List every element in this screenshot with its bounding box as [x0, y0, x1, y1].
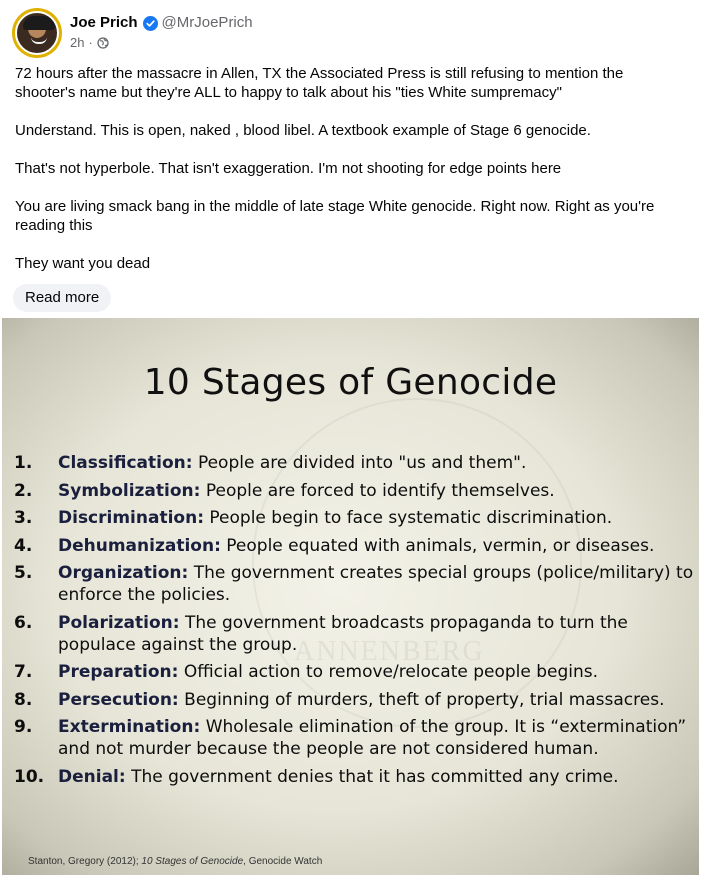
- post-paragraph: Understand. This is open, naked , blood libel. A textbook example of Stage 6 genocide.: [15, 122, 591, 139]
- stage-number: 10.: [14, 766, 45, 787]
- stage-number: 4.: [14, 535, 33, 556]
- avatar-smile: [31, 37, 47, 44]
- stages-list: [14, 452, 694, 793]
- stage-item: [14, 766, 694, 788]
- stage-text: [58, 452, 694, 474]
- stage-number: 9.: [14, 717, 33, 737]
- stage-label: Polarization:: [58, 612, 180, 633]
- stage-description: The government denies that it has committed any crime.: [131, 766, 619, 787]
- stage-label: Preparation:: [58, 662, 179, 682]
- stage-label: Discrimination:: [58, 508, 204, 528]
- stage-label: Symbolization:: [58, 480, 201, 501]
- stage-label: Denial:: [58, 766, 126, 787]
- stage-item: [14, 535, 694, 557]
- stage-number: 6.: [14, 612, 33, 633]
- stage-item: [14, 507, 694, 529]
- stage-number: 2.: [14, 480, 33, 501]
- avatar-cap: [23, 16, 55, 30]
- citation-title: 10 Stages of Genocide: [141, 856, 244, 867]
- stage-text: [58, 562, 694, 606]
- watermark-text: ANNENBERG: [294, 636, 485, 667]
- avatar-photo: [15, 11, 59, 55]
- stage-description: The government broadcasts propaganda to turn the populace against the group.: [58, 612, 628, 655]
- citation-prefix: Stanton, Gregory (2012);: [28, 856, 142, 867]
- citation: [28, 856, 322, 867]
- stage-description: People are forced to identify themselves.: [205, 480, 555, 501]
- stage-item: [14, 689, 694, 711]
- stage-description: People are divided into "us and them".: [197, 453, 527, 473]
- globe-icon[interactable]: [97, 37, 109, 49]
- post-paragraph: That's not hyperbole. That isn't exaggeration. I'm not shooting for edge points here: [15, 160, 562, 177]
- stage-item: [14, 661, 694, 683]
- stage-number: 1.: [14, 453, 33, 473]
- stage-label: Dehumanization:: [58, 535, 221, 556]
- separator-dot: ·: [88, 35, 93, 50]
- post-header: [12, 8, 253, 58]
- stage-description: Wholesale elimination of the group. It is “extermination” and not murder because the people are not considered human.: [58, 717, 687, 759]
- post-text: [15, 64, 685, 292]
- stage-label: Classification:: [58, 453, 193, 473]
- stage-number: 5.: [14, 563, 33, 583]
- stage-item: [14, 480, 694, 502]
- slide-title: 10 Stages of Genocide: [143, 362, 558, 403]
- stage-text: [58, 507, 694, 529]
- stage-description: People equated with animals, vermin, or diseases.: [226, 535, 655, 556]
- verified-badge-icon: [143, 16, 158, 31]
- stage-description: People begin to face systematic discrimination.: [209, 508, 613, 528]
- stage-description: The government creates special groups (police/military) to enforce the policies.: [58, 563, 694, 605]
- post-image[interactable]: [2, 318, 699, 875]
- avatar[interactable]: [12, 8, 62, 58]
- read-more-button[interactable]: Read more: [13, 284, 111, 312]
- author-line: [70, 13, 253, 33]
- stage-text: [58, 480, 694, 502]
- stage-text: [58, 612, 694, 656]
- post-subline: [70, 35, 253, 50]
- stage-label: Organization:: [58, 563, 189, 583]
- stage-description: Beginning of murders, theft of property, trial massacres.: [184, 689, 665, 710]
- stage-item: [14, 452, 694, 474]
- post-time[interactable]: 2h: [70, 35, 85, 50]
- stage-item: [14, 716, 694, 760]
- post-paragraph: 72 hours after the massacre in Allen, TX the Associated Press is still refusing to mention the shooter's name but they're ALL to happy to talk about his "ties White sumpremacy": [15, 65, 624, 101]
- post-paragraph: You are living smack bang in the middle of late stage White genocide. Right now. Right as you're reading this: [15, 198, 655, 234]
- stage-label: Persecution:: [58, 689, 179, 710]
- stage-text: [58, 535, 694, 557]
- author-name[interactable]: Joe Prich: [70, 14, 138, 31]
- stage-description: Official action to remove/relocate people begins.: [183, 662, 599, 682]
- stage-text: [58, 716, 694, 760]
- stage-text: [58, 766, 694, 788]
- stage-item: [14, 612, 694, 656]
- stage-number: 3.: [14, 508, 33, 528]
- stage-number: 8.: [14, 689, 33, 710]
- stage-label: Extermination:: [58, 717, 201, 737]
- author-handle[interactable]: @MrJoePrich: [161, 14, 253, 31]
- stage-text: [58, 689, 694, 711]
- post-meta: [70, 13, 253, 50]
- stage-text: [58, 661, 694, 683]
- stage-item: [14, 562, 694, 606]
- post-paragraph: They want you dead: [15, 255, 151, 272]
- stage-number: 7.: [14, 662, 33, 682]
- citation-suffix: , Genocide Watch: [243, 856, 323, 867]
